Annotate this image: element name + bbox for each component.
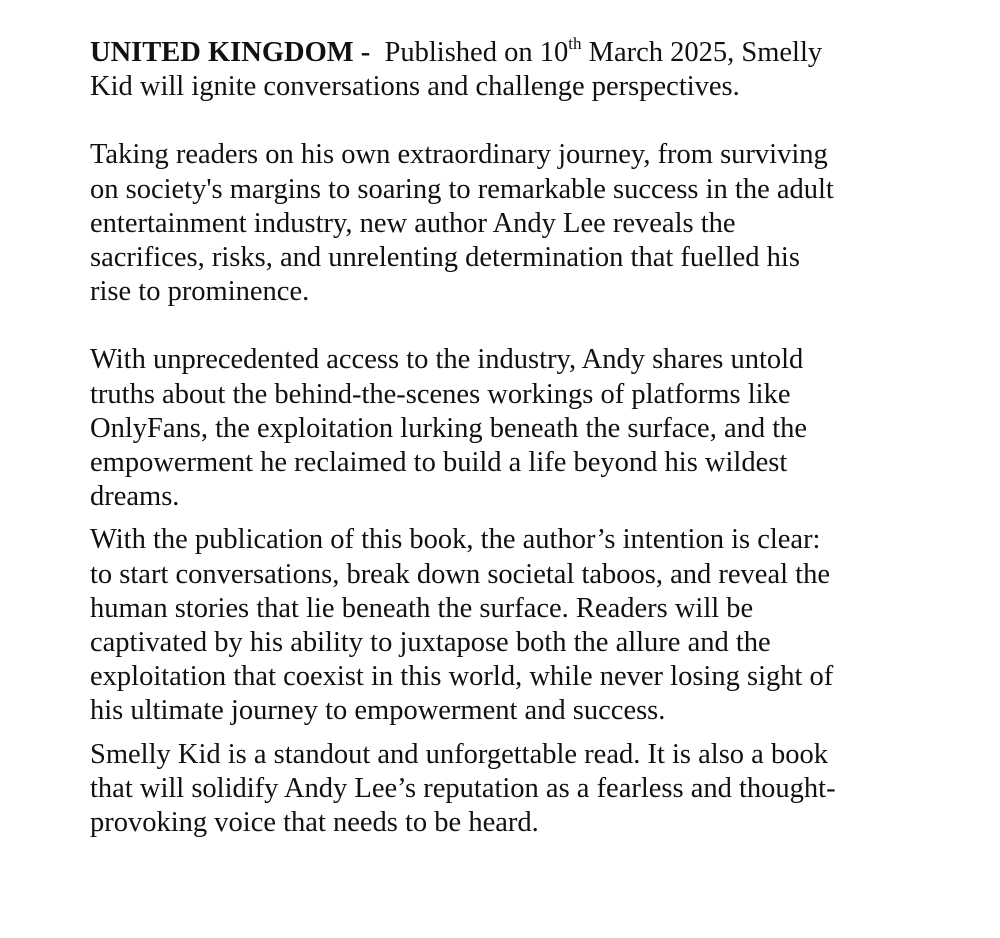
access-line: dreams. (90, 481, 180, 513)
paragraph-spacer (90, 104, 920, 138)
intention-line: captivated by his ability to juxtapose both the allure and the (90, 627, 771, 659)
intro-paragraph (90, 33, 920, 104)
access-line: OnlyFans, the exploitation lurking beneath the surface, and the (90, 412, 808, 444)
paragraph-spacer (90, 309, 920, 343)
press-release-document (90, 33, 920, 840)
intro-line-1-rest: March 2025, Smelly (588, 37, 823, 68)
paragraph-spacer (90, 729, 920, 738)
journey-paragraph (90, 138, 920, 309)
journey-line: sacrifices, risks, and unrelenting determination that fuelled his (90, 242, 800, 274)
intention-line: exploitation that coexist in this world, while never losing sight of (90, 661, 834, 693)
dateline: UNITED KINGDOM - (90, 37, 371, 68)
access-line: With unprecedented access to the industry, Andy shares untold (90, 344, 804, 376)
access-paragraph (90, 343, 920, 514)
intention-paragraph (90, 523, 920, 728)
closing-paragraph (90, 738, 920, 841)
journey-line: entertainment industry, new author Andy Lee reveals the (90, 207, 736, 239)
intention-line: to start conversations, break down societal taboos, and reveal the (90, 558, 830, 590)
closing-line: Smelly Kid is a standout and unforgettable read. It is also a book (90, 738, 828, 770)
intro-line-2: Kid will ignite conversations and challenge perspectives. (90, 71, 740, 103)
journey-line: on society's margins to soaring to remarkable success in the adult (90, 173, 834, 205)
intention-line: With the publication of this book, the author’s intention is clear: (90, 524, 821, 556)
intention-line: human stories that lie beneath the surface. Readers will be (90, 592, 754, 624)
intention-line: his ultimate journey to empowerment and success. (90, 695, 666, 727)
closing-line: that will solidify Andy Lee’s reputation as a fearless and thought- (90, 772, 836, 804)
publication-date-prefix: Published on 10 (384, 37, 569, 68)
intro-line-1 (90, 33, 920, 70)
date-ordinal-suffix: th (568, 33, 582, 53)
journey-line: rise to prominence. (90, 276, 310, 308)
access-line: truths about the behind-the-scenes workings of platforms like (90, 378, 791, 410)
closing-line: provoking voice that needs to be heard. (90, 807, 539, 839)
journey-line: Taking readers on his own extraordinary journey, from surviving (90, 139, 828, 171)
access-line: empowerment he reclaimed to build a life beyond his wildest (90, 447, 788, 479)
paragraph-spacer (90, 514, 920, 523)
